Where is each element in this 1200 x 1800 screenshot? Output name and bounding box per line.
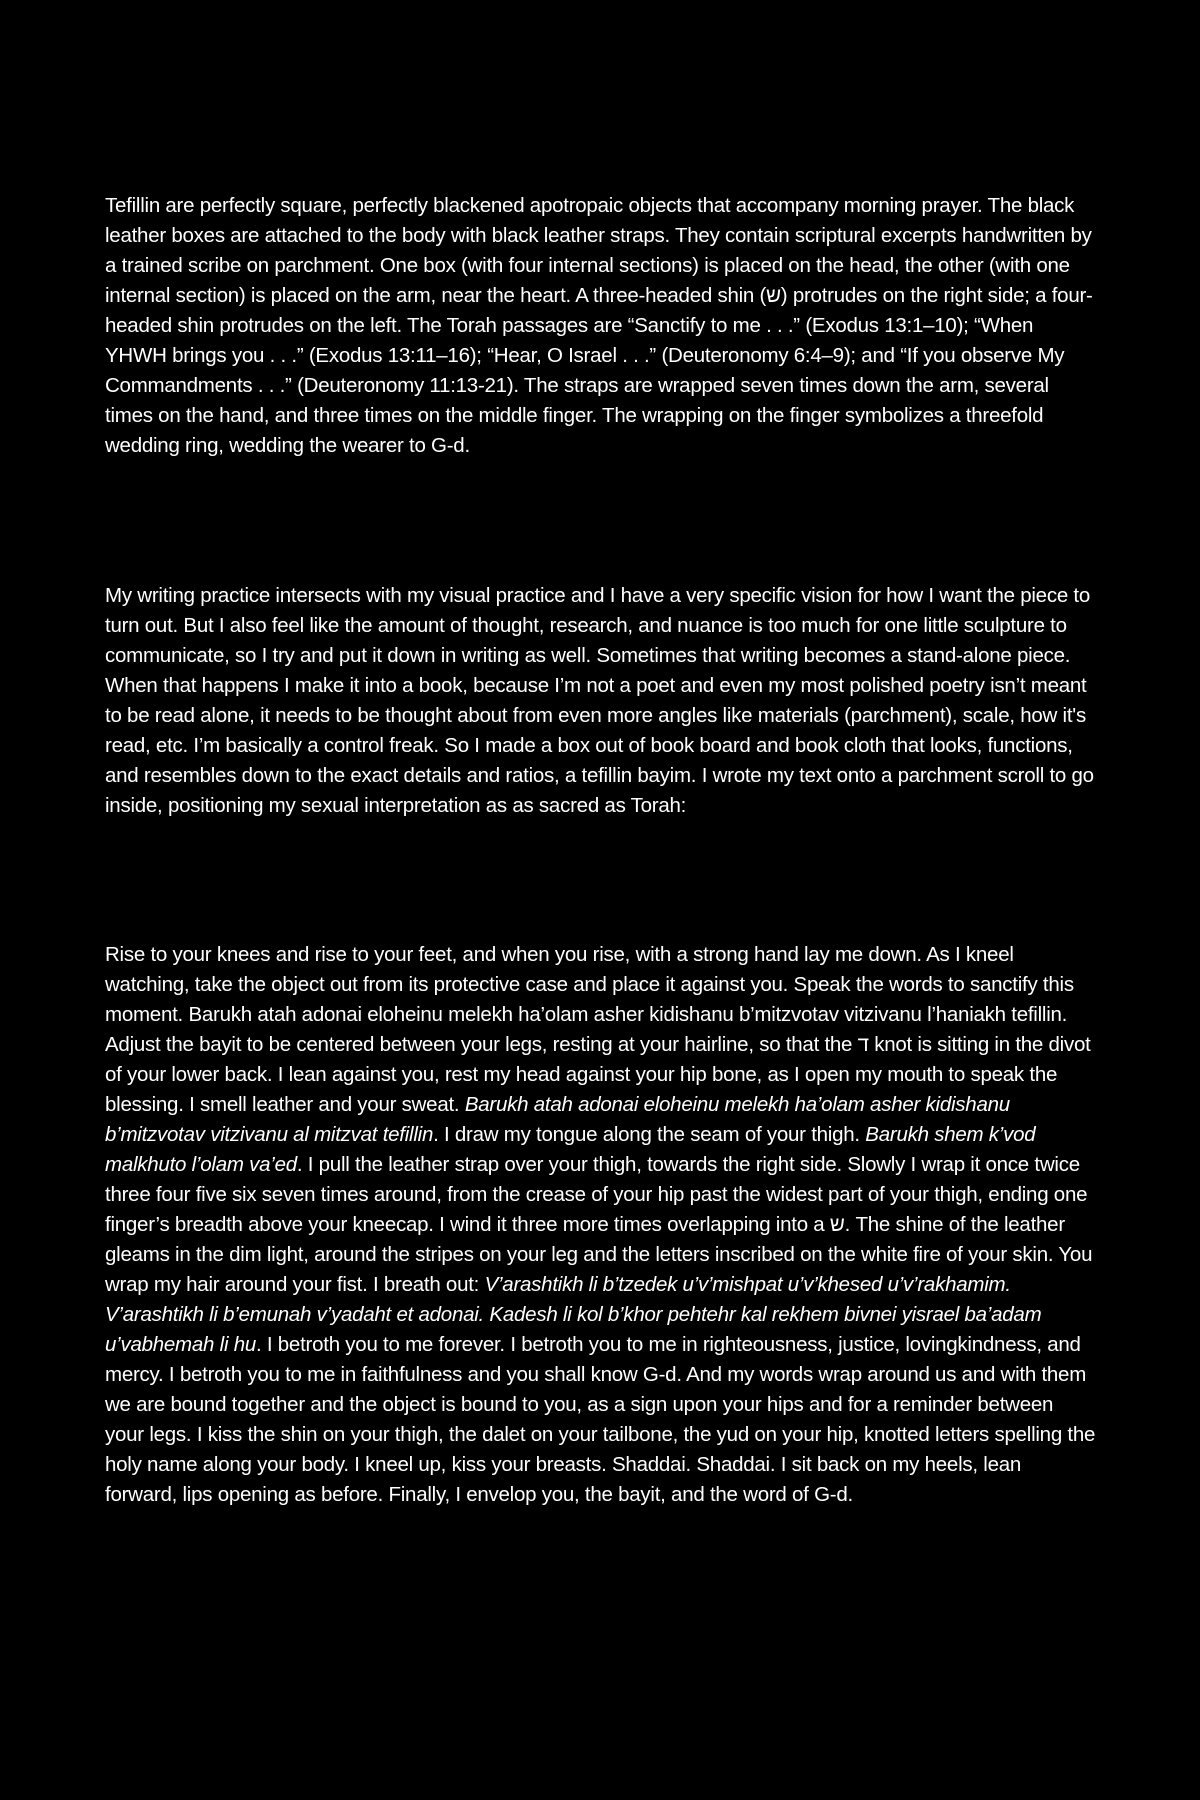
ritual-text-betrothal-italic: V’arashtikh li b’tzedek u’v’mishpat u’v’khesed u’v’rakhamim. V’arashtikh li b’emunah v’yadaht et adonai. Kadesh li kol b’khor pehtehr kal rekhem bivnei yisrael ba’adam u’vabhemah li hu bbox=[105, 1273, 1042, 1356]
tefillin-description-paragraph: Tefillin are perfectly square, perfectly blackened apotropaic objects that accompany morning prayer. The black leather boxes are attached to the body with black leather straps. They contain scriptural excerpts handwritten by a trained scribe on parchment. One box (with four internal sections) is placed on the head, the other (with one internal section) is placed on the arm, near the heart. A three-headed shin (ש) protrudes on the right side; a four-headed shin protrudes on the left. The Torah passages are “Sanctify to me . . .” (Exodus 13:1–10); “When YHWH brings you . . .” (Exodus 13:11–16); “Hear, O Israel . . .” (Deuteronomy 6:4–9); and “If you observe My Commandments . . .” (Deuteronomy 11:13-21). The straps are wrapped seven times down the arm, several times on the hand, and three times on the middle finger. The wrapping on the finger symbolizes a threefold wedding ring, wedding the wearer to G-d. bbox=[105, 194, 1093, 457]
ritual-text-blessing-italic: Barukh shem k’vod malkhuto l’olam va’ed bbox=[105, 1123, 1036, 1176]
artist-statement-paragraph: My writing practice intersects with my visual practice and I have a very specific vision for how I want the piece to turn out. But I also feel like the amount of thought, research, and nuance is too much for one little sculpture to communicate, so I try and put it down in writing as well. Sometimes that writing becomes a stand-alone piece. When that happens I make it into a book, because I’m not a poet and even my most polished poetry isn’t meant to be read alone, it needs to be thought about from even more angles like materials (parchment), scale, how it's read, etc. I’m basically a control freak. So I made a box out of book board and book cloth that looks, functions, and resembles down to the exact details and ratios, a tefillin bayim. I wrote my text onto a parchment scroll to go inside, positioning my sexual interpretation as as sacred as Torah: bbox=[105, 584, 1094, 817]
ritual-text-blessing-italic: Barukh atah adonai eloheinu melekh ha’olam asher kidishanu b’mitzvotav vitzivanu al mitzvat tefillin bbox=[105, 1093, 1010, 1146]
ritual-text-segment: Rise to your knees and rise to your feet, and when you rise, with a strong hand lay me down. As I kneel watching, take the object out from its protective case and place it against you. Speak the words to sanctify this moment. Barukh atah adonai eloheinu melekh ha’olam asher kidishanu b’mitzvotav vitzivanu l’haniakh tefillin. Adjust the bayit to be centered between your legs, resting at your hairline, so that the ד knot is sitting in the divot of your lower back. I lean against you, rest my head against your hip bone, as I open my mouth to speak the blessing. I smell leather and your sweat. bbox=[105, 943, 1091, 1116]
ritual-text-segment: . I draw my tongue along the seam of your thigh. bbox=[433, 1123, 866, 1146]
ritual-text-paragraph bbox=[105, 940, 1096, 1510]
ritual-text-segment: . I betroth you to me forever. I betroth you to me in righteousness, justice, lovingkindness, and mercy. I betroth you to me in faithfulness and you shall know G-d. And my words wrap around us and with them we are bound together and the object is bound to you, as a sign upon your hips and for a reminder between your legs. I kiss the shin on your thigh, the dalet on your tailbone, the yud on your hip, knotted letters spelling the holy name along your body. I kneel up, kiss your breasts. Shaddai. Shaddai. I sit back on my heels, lean forward, lips opening as before. Finally, I envelop you, the bayit, and the word of G-d. bbox=[105, 1333, 1096, 1506]
ritual-text-segment: . I pull the leather strap over your thigh, towards the right side. Slowly I wrap it once twice three four five six seven times around, from the crease of your hip past the widest part of your thigh, ending one finger’s breadth above your kneecap. I wind it three more times overlapping into a ש. The shine of the leather gleams in the dim light, around the stripes on your leg and the letters inscribed on the white fire of your skin. You wrap my hair around your fist. I breath out: bbox=[105, 1153, 1093, 1296]
